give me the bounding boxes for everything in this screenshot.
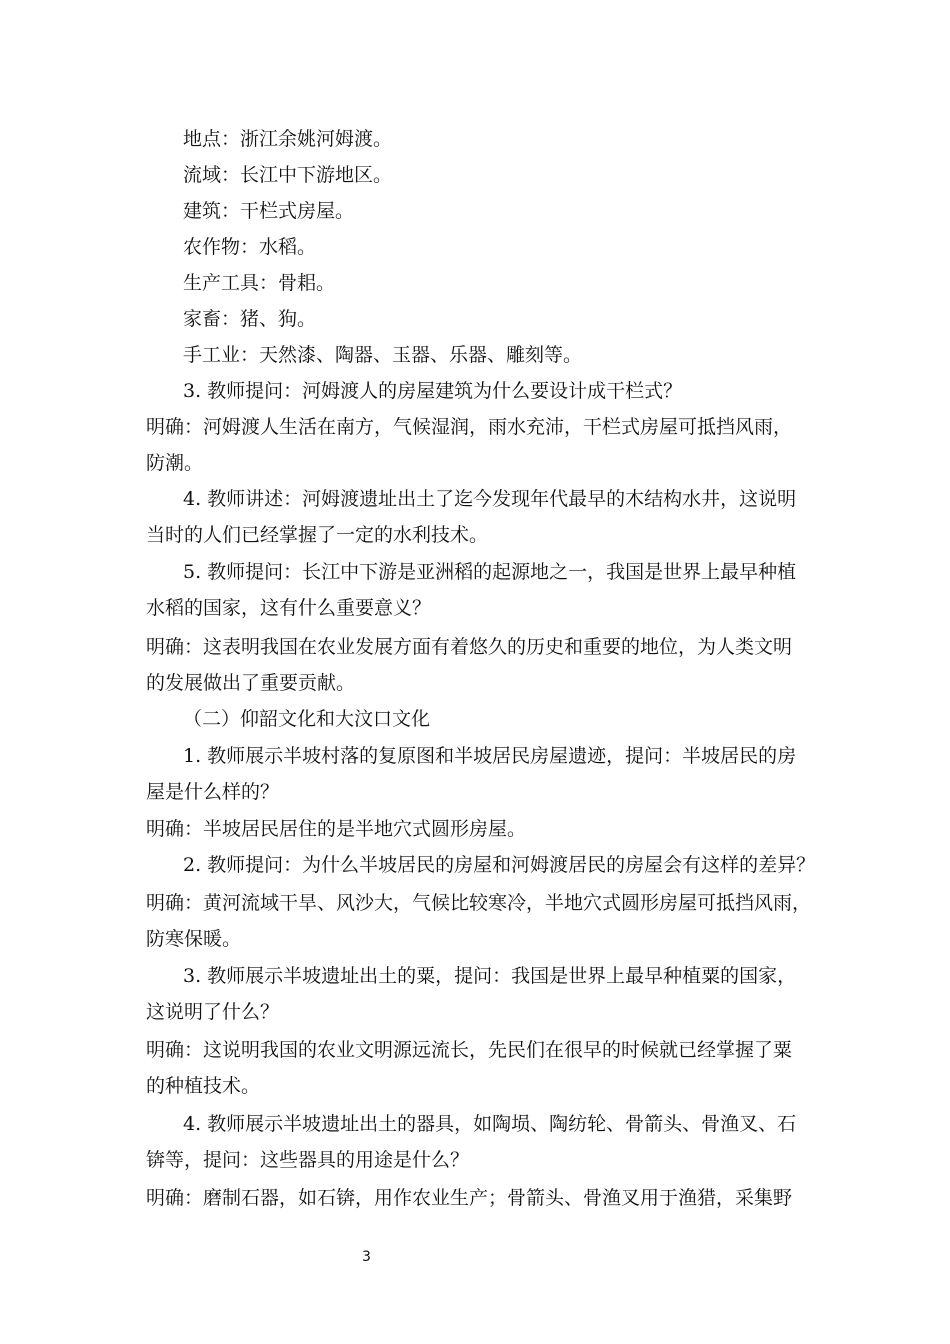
text-line: 3. 教师展示半坡遗址出土的粟，提问：我国是世界上最早种植粟的国家，: [183, 965, 797, 987]
text-line: 4. 教师展示半坡遗址出土的器具，如陶埙、陶纺轮、骨箭头、骨渔叉、石: [183, 1113, 797, 1135]
text-line: 屋是什么样的？: [146, 781, 280, 803]
text-line: 的种植技术。: [146, 1075, 261, 1097]
text-line: 建筑：干栏式房屋。: [183, 200, 355, 222]
text-line: 锛等，提问：这些器具的用途是什么？: [146, 1149, 470, 1171]
text-line: 5. 教师提问：长江中下游是亚洲稻的起源地之一，我国是世界上最早种植: [183, 561, 797, 583]
text-line: 明确：半坡居民居住的是半地穴式圆形房屋。: [146, 818, 527, 840]
text-line: 这说明了什么？: [146, 1001, 280, 1023]
text-line: 防潮。: [146, 452, 204, 474]
text-line: 流域：长江中下游地区。: [183, 164, 393, 186]
section-heading: （二）仰韶文化和大汶口文化: [183, 708, 431, 730]
text-line: 2. 教师提问：为什么半坡居民的房屋和河姆渡居民的房屋会有这样的差异？: [183, 854, 816, 876]
text-line: 当时的人们已经掌握了一定的水利技术。: [146, 524, 489, 546]
text-line: 生产工具：骨耜。: [183, 272, 336, 294]
text-line: 明确：黄河流域干旱、风沙大，气候比较寒冷，半地穴式圆形房屋可抵挡风雨，: [146, 892, 812, 914]
text-line: 的发展做出了重要贡献。: [146, 672, 356, 694]
text-line: 明确：河姆渡人生活在南方，气候湿润，雨水充沛，干栏式房屋可抵挡风雨，: [146, 416, 793, 438]
text-line: 3. 教师提问：河姆渡人的房屋建筑为什么要设计成干栏式？: [183, 380, 683, 402]
text-line: 明确：磨制石器，如石锛，用作农业生产；骨箭头、骨渔叉用于渔猎，采集野: [146, 1187, 793, 1209]
text-line: 地点：浙江余姚河姆渡。: [183, 128, 393, 150]
text-line: 4. 教师讲述：河姆渡遗址出土了迄今发现年代最早的木结构水井，这说明: [183, 488, 797, 510]
text-line: 明确：这说明我国的农业文明源远流长，先民们在很早的时候就已经掌握了粟: [146, 1039, 793, 1061]
text-line: 农作物：水稻。: [183, 236, 317, 258]
text-line: 1. 教师展示半坡村落的复原图和半坡居民房屋遗迹，提问：半坡居民的房: [183, 745, 797, 767]
text-line: 防寒保暖。: [146, 928, 242, 950]
text-line: 水稻的国家，这有什么重要意义？: [146, 597, 432, 619]
text-line: 家畜：猪、狗。: [183, 308, 317, 330]
text-line: 手工业：天然漆、陶器、玉器、乐器、雕刻等。: [183, 344, 583, 366]
text-line: 明确：这表明我国在农业发展方面有着悠久的历史和重要的地位，为人类文明: [146, 636, 793, 658]
page-number: 3: [362, 1249, 371, 1265]
